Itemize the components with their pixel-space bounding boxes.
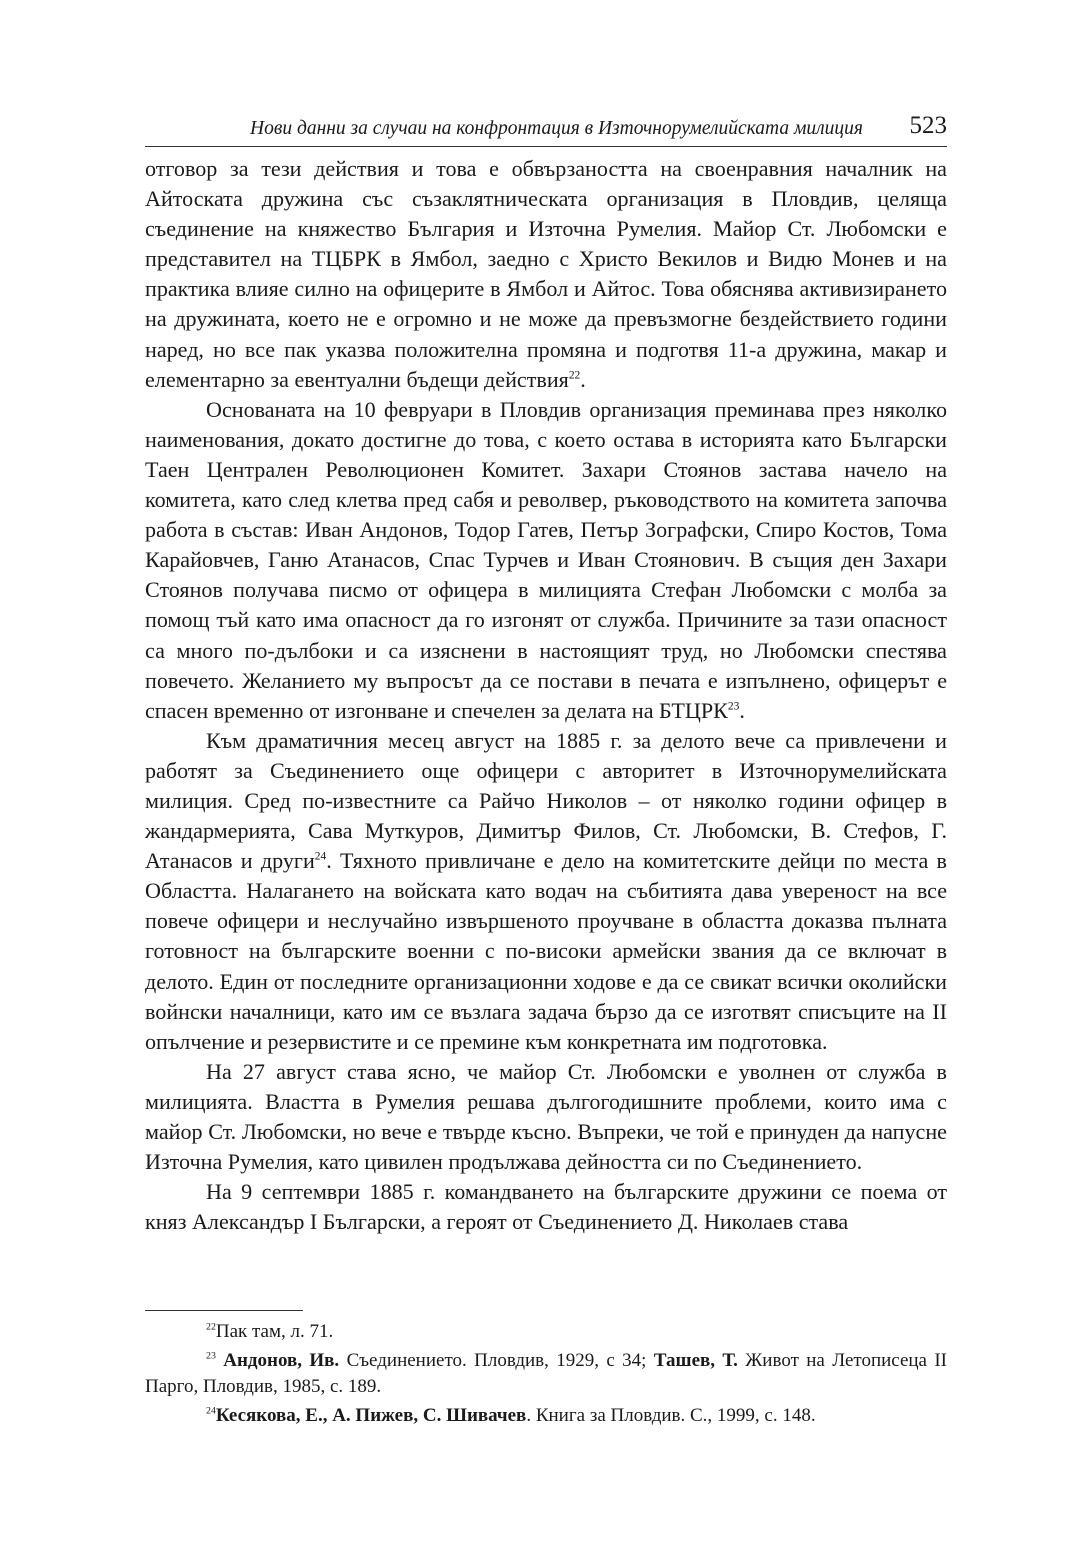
footnote-separator bbox=[145, 1310, 303, 1311]
footnote-author: Кесякова, Е., А. Пижев, С. Шивачев bbox=[215, 1404, 527, 1426]
footnote-ref-23[interactable]: 23 bbox=[727, 700, 740, 713]
footnote-text: . Книга за Пловдив. С., 1999, с. 148. bbox=[526, 1404, 816, 1426]
paragraph-tail: . bbox=[739, 697, 745, 723]
footnote-author: Ташев, Т. bbox=[653, 1349, 738, 1371]
footnotes bbox=[145, 1319, 947, 1431]
paragraph-text: отговор за тези действия и това е обвързаността на своенравния началник на Айтоската дружина със съзаклятническата организация в Пловдив, целяща съединение на княжество България и Източна Румелия. Майор Ст. Любомски е представител на ТЦБРК в Ямбол, заедно с Христо Векилов и Видю Монев и на практика влияе силно на офицерите в Ямбол и Айтос. Това обяснява активизирането на дружината, което не е огромно и не може да превъзмогне бездействието години наред, но все пак указва положителна промяна и подготвя 11-а дружина, макар и елементарно за евентуални бъдещи действия bbox=[145, 156, 947, 392]
paragraph-tail: . Тяхното привличане е дело на комитетските дейци по места в Областта. Налагането на войската като водач на събитията дава увереност на все повече офицери и неслучайно извършеното проучване в областта доказва пълната готовност на българските военни с по-високи армейски звания да се включат в делото. Един от последните организационни ходове е да се свикат всички околийски войнски началници, като им се възлага задача бързо да се изготвят списъците на II опълчение и резервистите и се премине към конкретната им подготовка. bbox=[145, 848, 947, 1054]
footnote-ref-22[interactable]: 22 bbox=[568, 369, 581, 382]
paragraph-tail: . bbox=[580, 366, 586, 392]
footnote-author: Андонов, Ив. bbox=[223, 1349, 340, 1371]
paragraph-5: На 9 септември 1885 г. командването на българските дружини се поема от княз Александър I Български, а героят от Съединението Д. Николаев става bbox=[145, 1179, 947, 1235]
paragraph-1 bbox=[145, 154, 947, 395]
paragraph-4: На 27 август става ясно, че майор Ст. Любомски е уволнен от служба в милицията. Властта в Румелия решава дългогодишните проблеми, които има с майор Ст. Любомски, но вече е твърде късно. Въпреки, че той е принуден да напусне Източна Румелия, като цивилен продължава дейността си по Съединението. bbox=[145, 1058, 947, 1175]
running-header bbox=[145, 112, 947, 147]
running-title: Нови данни за случаи на конфронтация в Източнорумелийската милиция bbox=[250, 118, 863, 139]
footnote-ref-24[interactable]: 24 bbox=[314, 850, 327, 863]
footnote-text: Живот на Летописеца II Парго, Пловдив, 1985, с. 189. bbox=[145, 1349, 948, 1397]
footnote-text: Пак там, л. 71. bbox=[215, 1321, 334, 1342]
page-number: 523 bbox=[909, 112, 947, 139]
footnote-number: 24 bbox=[206, 1405, 216, 1417]
footnote-22 bbox=[145, 1319, 947, 1346]
paragraph-3 bbox=[145, 726, 947, 1057]
paragraph-text: Към драматичния месец август на 1885 г. за делото вече са привлечени и работят за Съединението още офицери с авторитет в Източнорумелийската милиция. Сред по-известните са Райчо Николов – от няколко години офицер в жандармерията, Сава Муткуров, Димитър Филов, Ст. Любомски, В. Стефов, Г. Атанасов и други bbox=[145, 727, 947, 874]
paragraph-text: Основаната на 10 февруари в Пловдив организация преминава през няколко наименования, докато достигне до това, с което остава в историята като Български Таен Централен Революционен Комитет. Захари Стоянов застава начело на комитета, като след клетва пред сабя и револвер, ръководството на комитета започва работа в състав: Иван Андонов, Тодор Гатев, Петър Зографски, Спиро Костов, Тома Карайовчев, Ганю Атанасов, Спас Турчев и Иван Стоянович. В същия ден Захари Стоянов получава писмо от офицера в милицията Стефан Любомски с молба за помощ тъй като има опасност да го изгонят от служба. Причините за тази опасност са много по-дълбоки и са изяснени в настоящият труд, но Любомски спестява повечето. Желанието му въпросът да се постави в печата е изпълнено, офицерът е спасен временно от изгонване и спечелен за делата на БТЦРК bbox=[145, 396, 947, 723]
footnote-24 bbox=[145, 1403, 947, 1430]
body-text bbox=[145, 154, 947, 1237]
footnote-23 bbox=[145, 1348, 947, 1401]
footnote-text: Съединението. Пловдив, 1929, с 34; bbox=[346, 1349, 647, 1371]
paragraph-2 bbox=[145, 395, 947, 726]
footnote-number: 23 bbox=[206, 1350, 216, 1362]
footnote-number: 22 bbox=[206, 1321, 216, 1333]
